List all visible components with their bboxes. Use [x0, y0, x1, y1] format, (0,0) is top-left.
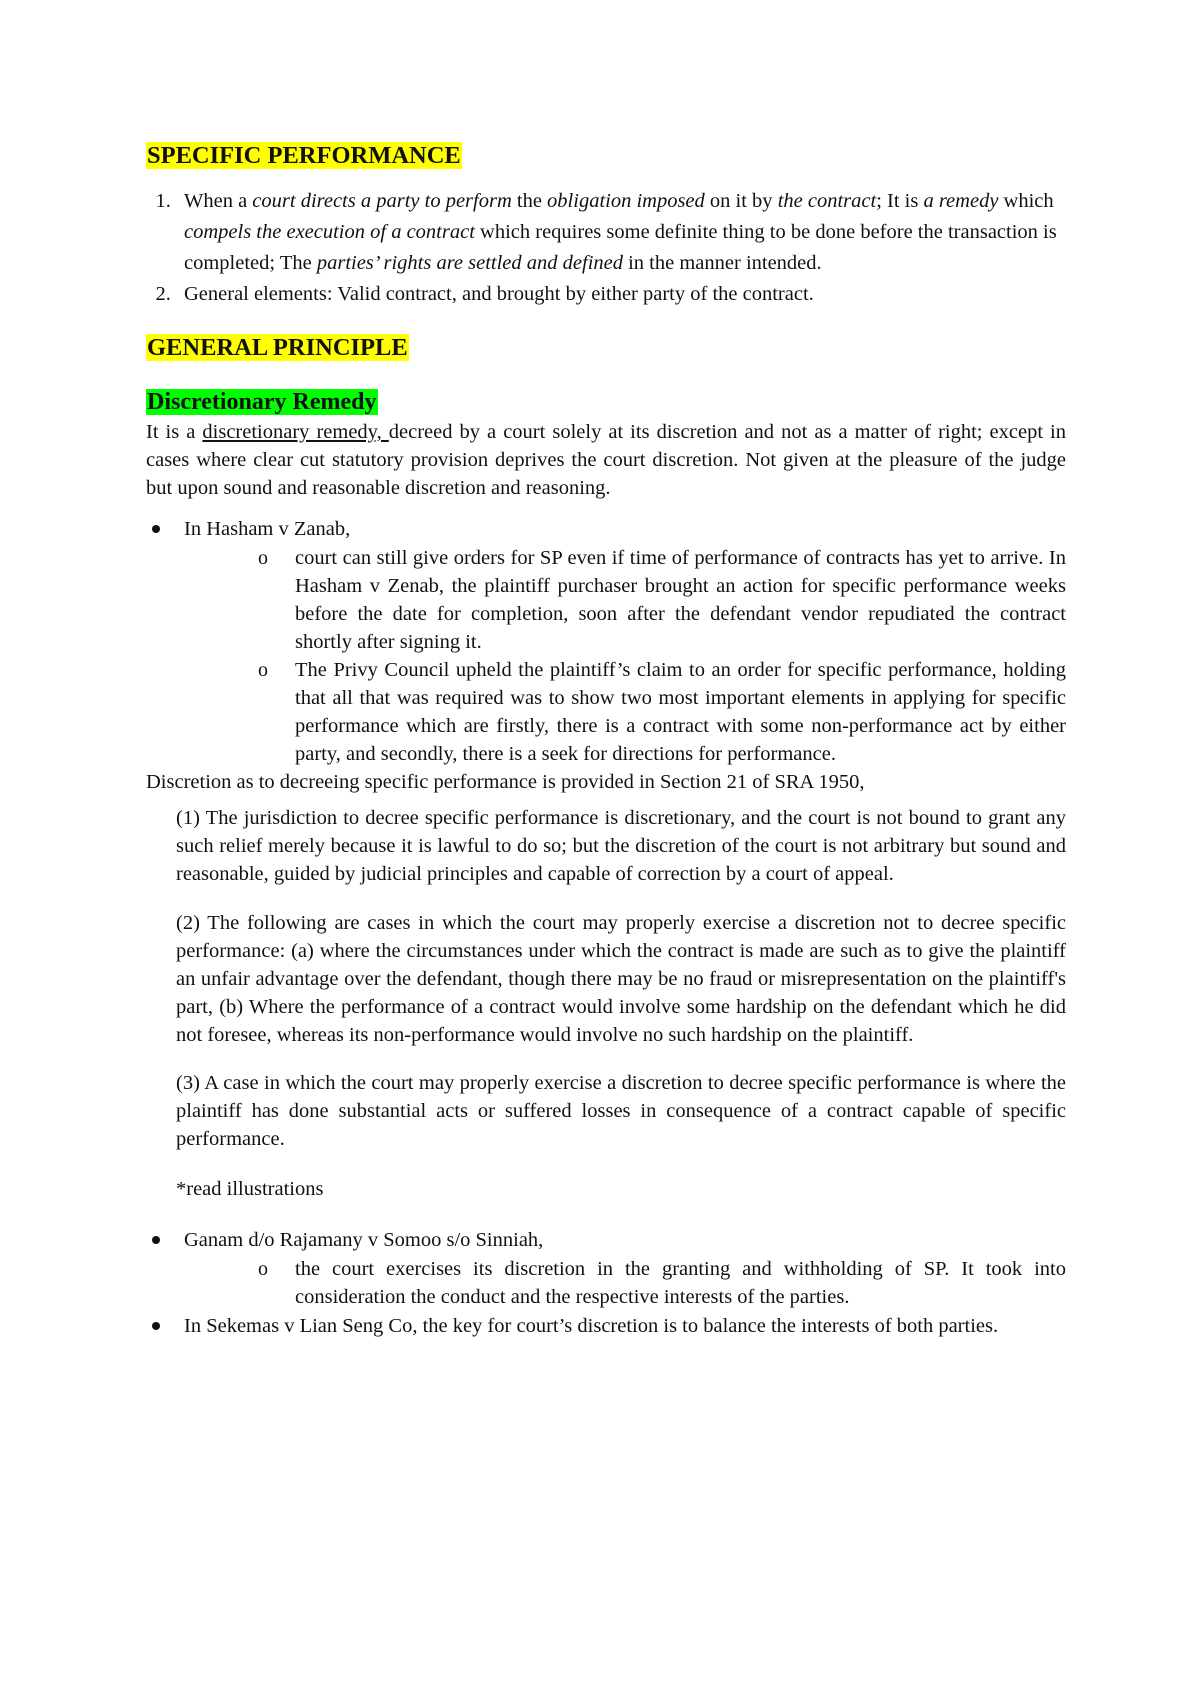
text-run: decreed by a court solely at its discretion and not as a matter of right; except in cases where clear cut statutory provision deprives the court discretion. Not given at the pleasure of the judge but upon sound and reasonable discretion and reasoning.	[146, 421, 1067, 499]
heading-text: SPECIFIC PERFORMANCE	[147, 142, 461, 169]
document-body	[146, 140, 1066, 1341]
sub-list	[184, 544, 1066, 768]
subsection-1: (1) The jurisdiction to decree specific performance is discretionary, and the court is not bound to grant any such relief merely because it is lawful to do so; but the discretion of the court is not arbitrary but sound and reasonable, guided by judicial principles and capable of correction by a court of appeal.	[176, 807, 1066, 885]
sub-item: o the court exercises its discretion in the granting and withholding of SP. It took into consideration the conduct and the respective interests of the parties.	[258, 1255, 1066, 1311]
bullet-text: Ganam d/o Rajamany v Somoo s/o Sinniah,	[184, 1229, 544, 1251]
text-run: which requires some definite thing to be done before the transaction is completed; The	[184, 221, 1057, 274]
text-run: It is a	[146, 421, 203, 443]
read-illustrations-note: *read illustrations	[176, 1177, 324, 1200]
heading-text: GENERAL PRINCIPLE	[147, 334, 408, 361]
text-run: ; It is	[876, 190, 924, 212]
bullet-text: In Hasham v Zanab,	[184, 518, 351, 540]
sub-item: o The Privy Council upheld the plaintiff’s claim to an order for specific performance, holding that all that was required was to show two most important elements in applying for specific performance which are firstly, there is a contract with some non-performance act by either party, and secondly, there is a seek for directions for performance.	[258, 656, 1066, 768]
italic-run: obligation imposed	[547, 190, 705, 212]
bullet-item-ganam	[146, 1225, 1066, 1311]
list-item-definition	[176, 186, 1066, 279]
underlined-run: discretionary remedy,	[202, 421, 389, 443]
text-run: on it by	[704, 190, 778, 212]
list-item-general-elements: 2. General elements: Valid contract, and brought by either party of the contract.	[176, 279, 1066, 310]
heading-text: Discretionary Remedy	[147, 389, 377, 415]
italic-run: court directs a party to perform	[252, 190, 512, 212]
text-run: which	[998, 190, 1054, 212]
bullet-item-sekemas: In Sekemas v Lian Seng Co, the key for court’s discretion is to balance the interests of both parties.	[146, 1311, 1066, 1341]
italic-run: compels the execution of a contract	[184, 221, 475, 243]
sub-item: o court can still give orders for SP even if time of performance of contracts has yet to arrive. In Hasham v Zenab, the plaintiff purchaser brought an action for specific performance weeks before the date for completion, soon after the defendant vendor repudiated the contract shortly after signing it.	[258, 544, 1066, 656]
intro-paragraph	[146, 418, 1066, 502]
text-run: When a	[184, 190, 253, 212]
section-21-paragraph: Discretion as to decreeing specific performance is provided in Section 21 of SRA 1950,	[146, 771, 865, 793]
heading-general-principle	[146, 332, 1066, 364]
bullet-list-cases	[146, 1225, 1066, 1341]
heading-specific-performance	[146, 140, 1066, 172]
heading-discretionary-remedy	[146, 386, 1066, 418]
bullet-list-hasham	[146, 514, 1066, 768]
subsection-3: (3) A case in which the court may properly exercise a discretion to decree specific performance is where the plaintiff has done substantial acts or suffered losses in consequence of a contract capable of specific performance.	[176, 1072, 1066, 1150]
text-run: the	[511, 190, 548, 212]
text-run: in the manner intended.	[622, 252, 822, 274]
sub-list	[184, 1255, 1066, 1311]
italic-run: a remedy	[923, 190, 999, 212]
italic-run: the contract	[777, 190, 877, 212]
italic-run: parties’ rights are settled and defined	[316, 252, 623, 274]
subsection-2: (2) The following are cases in which the court may properly exercise a discretion not to decree specific performance: (a) where the circumstances under which the contract is made are such as to give the plaintiff an unfair advantage over the defendant, though there may be no fraud or misrepresentation on the plaintiff's part, (b) Where the performance of a contract would involve some hardship on the defendant which he did not foresee, whereas its non-performance would involve no such hardship on the plaintiff.	[176, 911, 1066, 1046]
numbered-list	[146, 186, 1066, 310]
bullet-item-hasham	[146, 514, 1066, 768]
